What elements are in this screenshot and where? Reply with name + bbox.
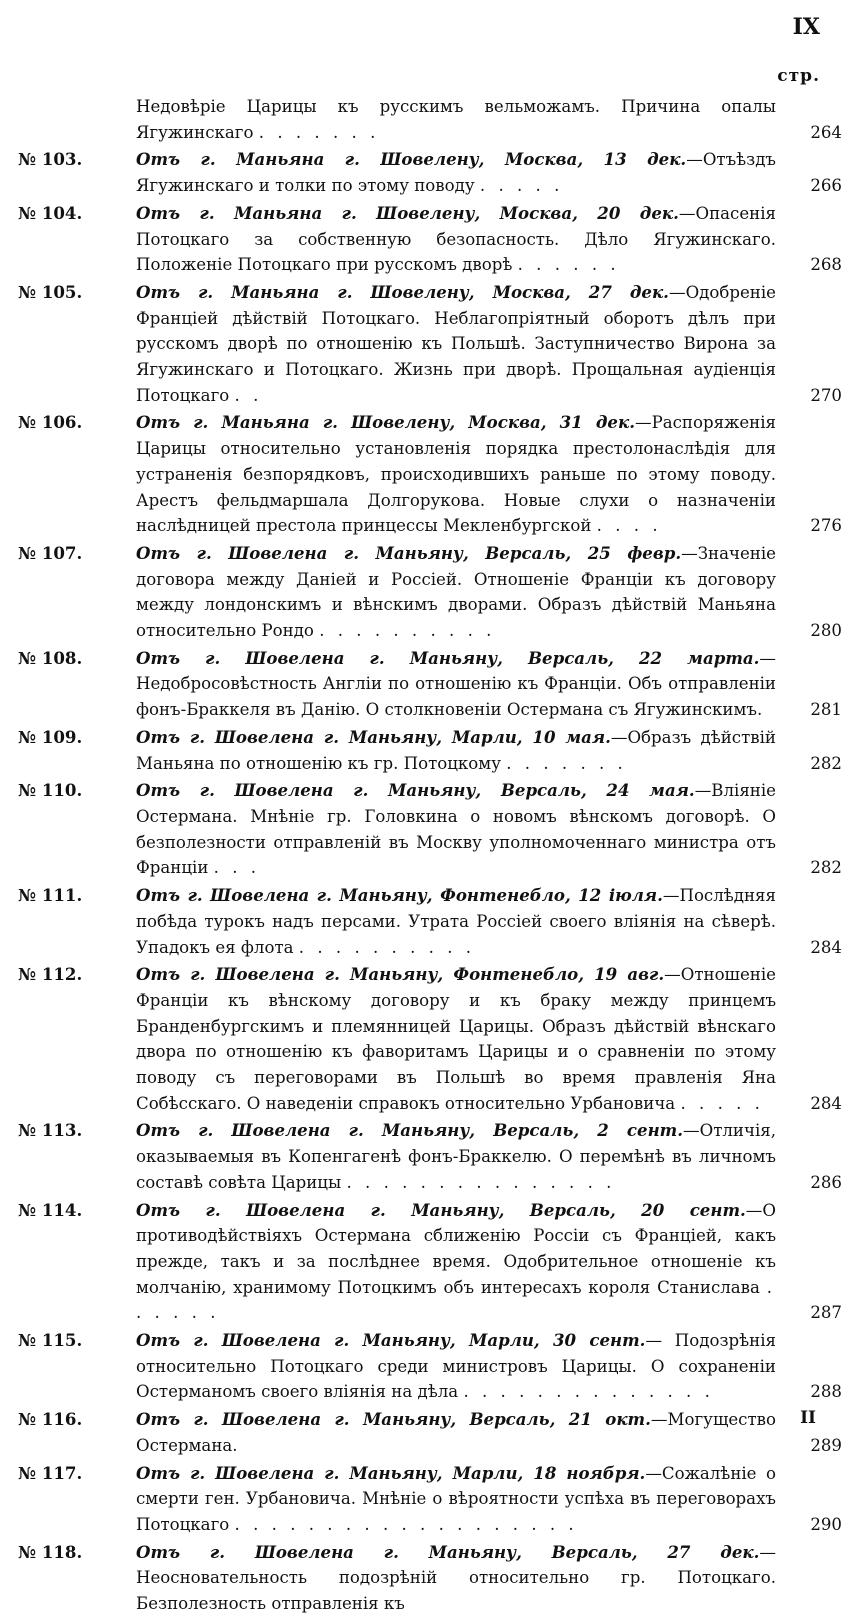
entry-number: № 118. — [18, 1541, 83, 1562]
entry-leader: . . . . . . — [517, 255, 620, 275]
entry-leader: . . . . . . — [136, 1277, 776, 1323]
entry-page: 290 — [810, 1514, 842, 1534]
printer-signature: II — [800, 1408, 816, 1428]
entry-number: № 110. — [18, 780, 83, 801]
entry-heading: Отъ г. Маньяна г. Шовелену, Москва, 31 дек. — [136, 412, 635, 433]
entry-heading: Отъ г. Шовелена г. Маньяну, Марли, 30 сент. — [136, 1330, 646, 1351]
entry-text: Недовѣріе Царицы къ русскимъ вельможамъ. Причина опалы Ягужинскаго — [136, 97, 776, 142]
toc-entry-1 — [18, 147, 842, 198]
entry-leader: . . . — [213, 858, 261, 878]
entry-text: —Распоряженія Царицы относительно установленія порядка престолонаслѣдія для устраненія безпорядковъ, происходившихъ раньше по этому поводу. Арестъ фельдмаршала Долгорукова. Новые слухи о назначеніи наслѣдницей престола принцессы Мекленбургской — [136, 413, 776, 536]
entry-text: —Могущество Остермана. — [136, 1410, 776, 1455]
entry-page: 288 — [810, 1382, 842, 1402]
entry-text: — Подозрѣнія относительно Потоцкаго среди министровъ Царицы. О сохраненіи Остерманомъ своего вліянія на дѣла — [136, 1331, 776, 1402]
entry-text: —Послѣдняя побѣда турокъ надъ персами. Утрата Россіей своего вліянія на сѣверѣ. Упадокъ ея флота — [136, 886, 776, 957]
entry-heading: Отъ г. Маньяна г. Шовелену, Москва, 27 дек. — [136, 281, 669, 302]
entry-number: № 112. — [18, 964, 83, 985]
toc-entry-12 — [18, 1198, 842, 1327]
entry-number: № 107. — [18, 542, 83, 563]
entry-heading: Отъ г. Шовелена г. Маньяну, Марли, 10 мая. — [136, 726, 611, 747]
entry-page: 268 — [810, 255, 842, 275]
page-column-header: стр. — [777, 66, 820, 86]
table-of-contents — [18, 94, 842, 1619]
toc-entry-4 — [18, 410, 842, 539]
page-number: IX — [792, 14, 820, 40]
toc-entry-5 — [18, 541, 842, 644]
entry-leader: . . . . . . . — [506, 753, 627, 773]
entry-text: —О противодѣйствіяхъ Остермана сближенію Россіи съ Франціей, какъ прежде, такъ и за послѣднее время. Одобрительное отношеніе къ молчанію, хранимому Потоцкимъ объ интересахъ короля Станислава — [136, 1200, 776, 1297]
entry-number: № 105. — [18, 281, 83, 302]
entry-leader: . . . . . . . — [258, 122, 380, 142]
entry-page: 264 — [810, 122, 842, 142]
entry-number: № 113. — [18, 1120, 83, 1141]
entry-number: № 117. — [18, 1462, 83, 1483]
toc-entry-2 — [18, 201, 842, 278]
entry-heading: Отъ г. Шовелена г. Маньяну, Версаль, 25 февр. — [136, 542, 682, 563]
entry-leader: . . . . . . . . . . — [298, 937, 476, 957]
toc-entry-15 — [18, 1461, 842, 1538]
entry-heading: Отъ г. Шовелена г. Маньяну, Версаль, 21 окт. — [136, 1409, 651, 1430]
toc-entry-3 — [18, 280, 842, 409]
entry-page: 276 — [810, 516, 842, 536]
entry-text: —Отношеніе Франціи къ вѣнскому договору и къ браку между принцемъ Бранденбургскимъ и племянницей Царицы. Образъ дѣйствій вѣнскаго двора по отношенію къ фаворитамъ Царицы и о сравненіи по этому поводу съ переговорами въ Польшѣ во время правленія Яна Собѣсскаго. О наведеніи справокъ относительно Урбановича — [136, 965, 776, 1113]
entry-text: —Одобреніе Франціей дѣйствій Потоцкаго. Неблагопріятный оборотъ дѣлъ при русскомъ дворѣ по отношенію къ Польшѣ. Заступничество Вирона за Ягужинскаго и Потоцкаго. Жизнь при дворѣ. Прощальная аудіенція Потоцкаго — [136, 282, 776, 405]
entry-leader: . . . . . — [680, 1093, 764, 1113]
entry-number: № 104. — [18, 202, 83, 223]
entry-text: —Образъ дѣйствій Маньяна по отношенію къ гр. Потоцкому — [136, 727, 776, 773]
entry-heading: Отъ г. Шовелена г. Маньяну, Фонтенебло, 12 іюля. — [136, 885, 663, 906]
entry-page: 286 — [810, 1172, 842, 1192]
entry-text: —Сожалѣніе о смерти ген. Урбановича. Мнѣніе о вѣроятности успѣха въ переговорахъ Потоцкаго — [136, 1463, 776, 1534]
entry-text: —Опасенія Потоцкаго за собственную безопасность. Дѣло Ягужинскаго. Положеніе Потоцкаго при русскомъ дворѣ — [136, 203, 776, 275]
entry-page: 284 — [810, 1093, 842, 1113]
toc-entry-11 — [18, 1118, 842, 1195]
entry-number: № 103. — [18, 149, 83, 170]
toc-entry-16 — [18, 1540, 842, 1617]
entry-heading: Отъ г. Шовелена г. Маньяну, Версаль, 24 мая. — [136, 780, 695, 801]
entry-leader: . . . . . — [479, 176, 564, 196]
entry-leader: . . . . . . . . . . . . . . . . . . . — [234, 1514, 578, 1534]
entry-number: № 114. — [18, 1199, 83, 1220]
entry-page: 281 — [810, 700, 842, 720]
entry-page: 289 — [810, 1435, 842, 1455]
entry-leader: . . — [234, 385, 263, 405]
entry-heading: Отъ г. Маньяна г. Шовелену, Москва, 20 дек. — [136, 202, 679, 223]
entry-leader: . . . . . . . . . . . . . . . — [346, 1172, 616, 1192]
entry-heading: Отъ г. Шовелена г. Маньяну, Версаль, 2 сент. — [136, 1120, 683, 1141]
entry-text: —Отличія, оказываемыя въ Копенгагенѣ фонъ-Браккелю. О перемѣнѣ въ личномъ составѣ совѣта Царицы — [136, 1121, 776, 1192]
entry-leader: . . . . — [596, 516, 662, 536]
entry-number: № 109. — [18, 726, 83, 747]
entry-number: № 106. — [18, 412, 83, 433]
entry-number: № 115. — [18, 1330, 83, 1351]
toc-entry-13 — [18, 1328, 842, 1405]
entry-page: 266 — [810, 176, 842, 196]
entry-page: 284 — [810, 937, 842, 957]
entry-page: 282 — [810, 858, 842, 878]
toc-entry-0 — [18, 94, 842, 145]
entry-text: —Отъѣздъ Ягужинскаго и толки по этому поводу — [136, 150, 776, 196]
entry-heading: Отъ г. Шовелена г. Маньяну, Версаль, 22 марта. — [136, 647, 760, 668]
entry-page: 280 — [810, 621, 842, 641]
entry-heading: Отъ г. Маньяна г. Шовелену, Москва, 13 дек. — [136, 149, 687, 170]
entry-page: 270 — [810, 385, 842, 405]
entry-heading: Отъ г. Шовелена г. Маньяну, Марли, 18 ноября. — [136, 1462, 646, 1483]
toc-entry-9 — [18, 883, 842, 960]
entry-number: № 116. — [18, 1409, 83, 1430]
entry-leader: . . . . . . . . . . . . . . — [463, 1382, 714, 1402]
entry-heading: Отъ г. Шовелена г. Маньяну, Фонтенебло, 19 авг. — [136, 964, 665, 985]
toc-entry-6 — [18, 646, 842, 723]
entry-number: № 108. — [18, 647, 83, 668]
entry-text: —Неосновательность подозрѣній относительно гр. Потоцкаго. Безполезность отправленія къ — [136, 1542, 776, 1614]
entry-heading: Отъ г. Шовелена г. Маньяну, Версаль, 20 сент. — [136, 1199, 746, 1220]
entry-page: 282 — [810, 753, 842, 773]
entry-text: —Недобросовѣстность Англіи по отношенію къ Франціи. Объ отправленіи фонъ-Браккеля въ Данію. О столкновеніи Остермана съ Ягужинскимъ. — [136, 648, 776, 720]
toc-entry-8 — [18, 778, 842, 881]
entry-text: —Значеніе договора между Даніей и Россіей. Отношеніе Франціи къ договору между лондонскимъ и вѣнскимъ дворами. Образъ дѣйствій Маньяна относительно Рондо — [136, 543, 776, 641]
entry-leader: . . . . . . . . . . — [319, 621, 496, 641]
toc-entry-7 — [18, 725, 842, 776]
entry-text: —Вліяніе Остермана. Мнѣніе гр. Головкина о новомъ вѣнскомъ договорѣ. О безполезности отправленій въ Москву уполномоченнаго министра отъ Франціи — [136, 781, 776, 878]
toc-entry-10 — [18, 962, 842, 1116]
entry-page: 287 — [810, 1303, 842, 1323]
entry-heading: Отъ г. Шовелена г. Маньяну, Версаль, 27 дек. — [136, 1541, 760, 1562]
entry-number: № 111. — [18, 885, 83, 906]
toc-entry-14 — [18, 1407, 842, 1458]
